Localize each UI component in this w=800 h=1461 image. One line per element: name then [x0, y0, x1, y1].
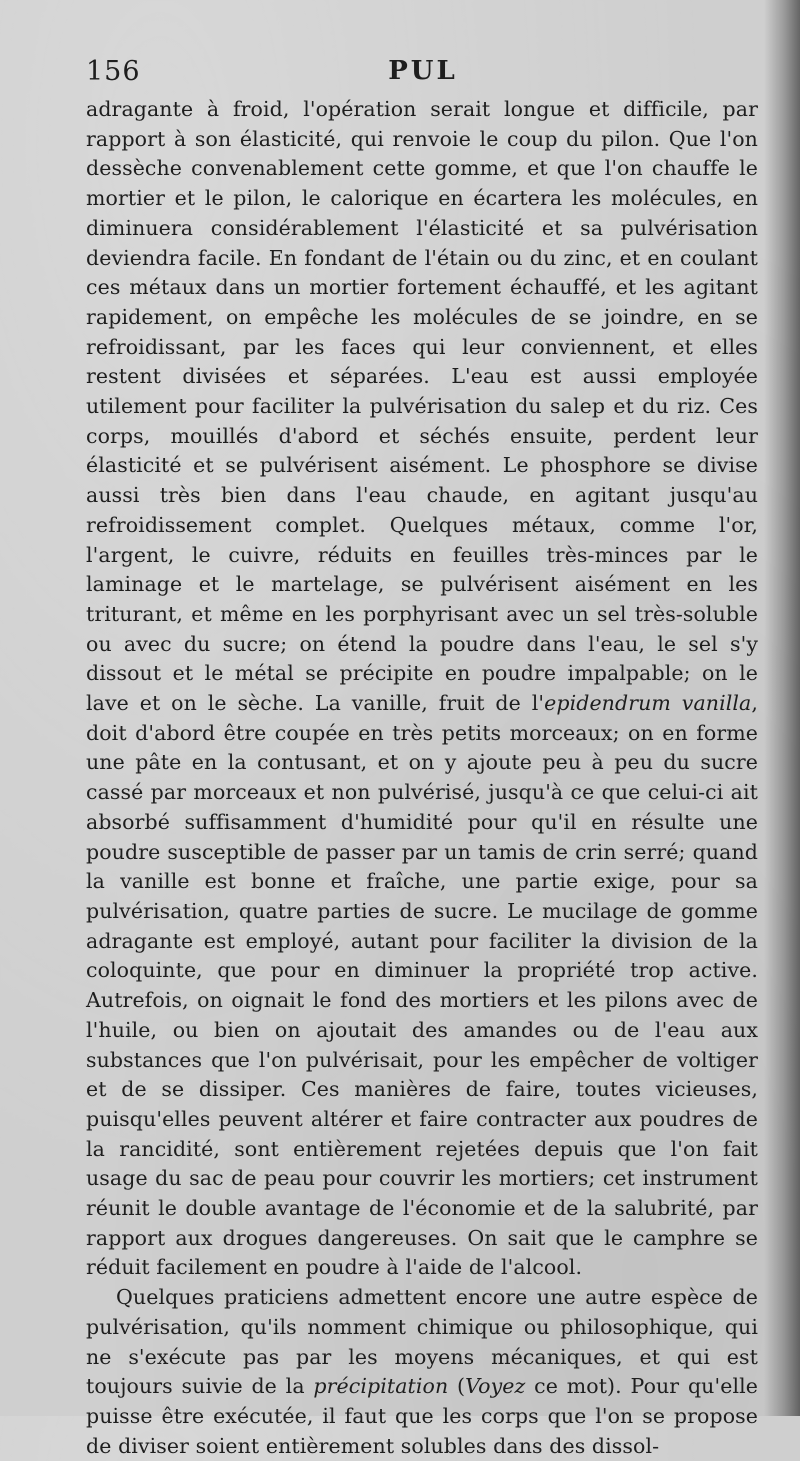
- page-edge-shadow: [764, 0, 800, 1416]
- italic-term: epidendrum vanilla: [544, 691, 752, 716]
- text-run: , doit d'abord être coupée en très petits morceaux; on en forme une pâte en la contusant, et on y ajoute peu à peu du sucre cassé par morceaux et non pulvérisé, jusqu'à ce que celui-ci ait absorbé suffisamment d'humidité pour qu'il en résulte une poudre susceptible de passer par un tamis de crin serré; quand la vanille est bonne et fraîche, une partie exige, pour sa pulvérisation, quatre parties de sucre. Le mucilage de gomme adragante est employé, autant pour faciliter la division de la coloquinte, que pour en diminuer la propriété trop active. Autrefois, on oignait le fond des mortiers et les pilons avec de l'huile, ou bien on ajoutait des amandes ou de l'eau aux substances que l'on pulvérisait, pour les empêcher de voltiger et de se dissiper. Ces manières de faire, toutes vicieuses, puisqu'elles peuvent altérer et faire contracter aux poudres de la rancidité, sont entièrement rejetées depuis que l'on fait usage du sac de peau pour couvrir les mortiers; cet instrument réunit le double avantage de l'économie et de la salubrité, par rapport aux drogues dangereuses. On sait que le camphre se réduit facilement en poudre à l'aide de l'alcool.: [86, 691, 759, 1280]
- text-run: ce mot). Pour qu'elle puisse être exécutée, il faut que les corps que l'on se propose de diviser soient entièrement solubles dans des dissol-: [86, 1374, 758, 1458]
- italic-term: Voyez: [465, 1374, 526, 1399]
- text-run: Quelques praticiens admettent encore une autre espèce de pulvérisation, qu'ils nomment chimique ou philosophique, qui ne s'exécute pas par les moyens mécaniques, et qui est toujours suivie de la: [86, 1285, 758, 1399]
- text-run: adragante à froid, l'opération serait longue et difficile, par rapport à son élasticité, qui renvoie le coup du pilon. Que l'on dessèche convenablement cette gomme, et que l'on chauffe le mortier et le pilon, le calorique en écartera les molécules, en diminuera considérablement l'élasticité et sa pulvérisation deviendra facile. En fondant de l'étain ou du zinc, et en coulant ces métaux dans un mortier fortement échauffé, et les agitant rapidement, on empêche les molécules de se joindre, en se refroidissant, par les faces qui leur conviennent, et elles restent divisées et séparées. L'eau est aussi employée utilement pour faciliter la pulvérisation du salep et du riz. Ces corps, mouillés d'abord et séchés ensuite, perdent leur élasticité et se pulvérisent aisément. Le phosphore se divise aussi très bien dans l'eau chaude, en agitant jusqu'au refroidissement complet. Quelques métaux, comme l'or, l'argent, le cuivre, réduits en feuilles très-minces par le laminage et le martelage, se pulvérisent aisément en les triturant, et même en les porphyrisant avec un sel très-soluble ou avec du sucre; on étend la poudre dans l'eau, le sel s'y dissout et le métal se précipite en poudre impalpable; on le lave et on le sèche. La vanille, fruit de l': [86, 97, 758, 716]
- running-head: PUL: [388, 56, 458, 86]
- paragraph-1: [86, 95, 758, 1283]
- page-header: [86, 56, 760, 96]
- italic-term: précipitation: [313, 1374, 449, 1399]
- page-number: 156: [86, 56, 141, 87]
- text-run: (: [448, 1374, 466, 1399]
- paragraph-2: [86, 1283, 758, 1461]
- body-text: [86, 95, 758, 1461]
